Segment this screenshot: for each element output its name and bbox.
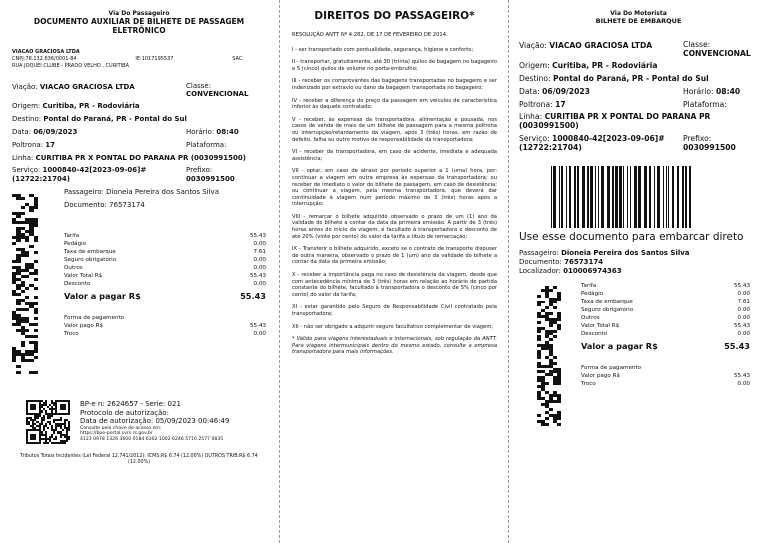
company-ie: IE:1017195537 <box>135 56 174 62</box>
viacao-label: Viação: <box>519 41 547 50</box>
rights-item: V - receber, às expensas da transportadora, alimentação e pousada, nos casos de venda de mais de um bilhete de passagem para a mesma poltrona ou interrupção/retardamento da viagem, após 3 (três) horas, em razão de defeito, falha ou outro motivo de responsabilidade da transportadora; <box>292 116 497 143</box>
rights-item: III - receber os comprovantes das bagagens transportadas no bagageiro e ser indenizado por extravio ou dano da bagagem transportada no bagageiro; <box>292 78 497 91</box>
fare-row-label: Valor Total R$ <box>64 273 103 279</box>
fare-row <box>64 232 266 240</box>
driver-stub <box>509 0 768 543</box>
classe-label: Classe: <box>186 82 212 90</box>
passenger-rights <box>280 0 507 543</box>
company-short-name: VIACAO GRACIOSA LTDA <box>12 49 80 55</box>
total-label: Valor a pagar R$ <box>581 341 658 351</box>
payment-table <box>581 372 750 388</box>
access-key: 4123 0978 1326 3600 0184 6302 1002 6246 5716 2577 0835 <box>80 436 224 442</box>
servico-value: 1000840-42[2023-09-06]#(12722:21704) <box>12 166 147 183</box>
company-cnpj: CNPJ:78.132.636/0001-84 <box>12 56 77 62</box>
documento-value: 76573174 <box>109 201 145 209</box>
horario-label: Horário: <box>186 128 215 136</box>
fare-row-label: Outros <box>64 265 83 271</box>
classe-value: CONVENCIONAL <box>683 49 751 58</box>
rights-item: VI - receber da transportadora, em caso de acidente, imediata e adequada assistência; <box>292 149 497 162</box>
servico-label: Serviço: <box>519 134 550 143</box>
fare-row-value: 55.43 <box>249 233 266 239</box>
company-sac: SAC: <box>232 56 244 62</box>
servico-label: Serviço: <box>12 166 41 174</box>
fare-row <box>64 256 266 264</box>
classe-value: CONVENCIONAL <box>186 90 249 98</box>
rights-item: XII - não ser obrigado a adquirir seguro facultativo complementar de viagem; <box>292 323 494 330</box>
fare-row-label: Tarifa <box>581 283 597 289</box>
servico-value: 1000840-42[2023-09-06]#(12722:21704) <box>519 134 665 152</box>
qr-code <box>26 400 70 444</box>
rights-item: II - transportar, gratuitamente, até 30 (trinta) quilos de bagagem no bagageiro e 5 (cinco) quilos de volume no porta-embrulho; <box>292 59 497 72</box>
fare-row-value: 55.43 <box>733 373 750 379</box>
fare-row-value: 7.61 <box>737 299 750 305</box>
fare-table <box>64 232 266 288</box>
boarding-note: Use esse documento para embarcar direto <box>519 231 744 243</box>
fare-row-value: 55.43 <box>733 283 750 289</box>
localizador-value: 010006974363 <box>563 267 622 275</box>
rights-footnote: * Válido para viagens interestaduais e internacionais, sob regulação da ANTT. Para viagens intermunicipais dentro do mesmo estado, consulte a empresa transportadora para mais informações. <box>292 336 497 356</box>
rights-item: I - ser transportado com pontualidade, segurança, higiene e conforto; <box>292 46 474 53</box>
fare-row-label: Pedágio <box>581 291 604 297</box>
boarding-barcode <box>551 166 737 228</box>
linha-label: Linha: <box>12 154 34 162</box>
fare-row-label: Outros <box>581 315 600 321</box>
payment-title: Forma de pagamento <box>581 365 642 371</box>
passageiro-label: Passageiro: <box>64 188 104 196</box>
fare-row-value: 0.00 <box>253 257 266 263</box>
payment-title: Forma de pagamento <box>64 315 125 321</box>
passenger-stub <box>0 0 278 543</box>
fare-row-label: Taxa de embarque <box>64 249 116 255</box>
fare-row-value: 55.43 <box>249 273 266 279</box>
pdf417-barcode <box>12 194 38 374</box>
fare-row-value: 0.00 <box>253 331 266 337</box>
fare-row-label: Valor pago R$ <box>64 323 104 329</box>
destino-value: Pontal do Paraná, PR - Pontal do Sul <box>553 74 709 83</box>
data-value: 06/09/2023 <box>33 128 78 136</box>
rights-item: VII - optar, em caso de atraso por período superior a 1 (uma) hora, por: continuar a viagem em outra empresa às expensas da transportadora; ou receber de imediato o valor do bilhete de passagem, em caso de desistência; ou continuar a viagem, pela mesma transportadora, que deverá dar continuidade à viagem num período máximo de 3 (três) horas após a interrupção; <box>292 168 497 208</box>
data-label: Data: <box>519 87 540 96</box>
passenger-copy-label: Via Do Passageiro <box>108 10 170 17</box>
total-value: 55.43 <box>240 291 266 301</box>
fare-row-value: 0.00 <box>253 281 266 287</box>
pdf417-barcode <box>537 286 561 426</box>
consult-url[interactable]: https://bpe-portal.svrs.rs.gov.br <box>80 431 153 437</box>
data-value: 06/09/2023 <box>542 87 590 96</box>
fare-row <box>581 290 750 298</box>
horario-value: 08:40 <box>716 87 741 96</box>
fare-row-value: 0.00 <box>253 265 266 271</box>
documento-label: Documento: <box>64 201 107 209</box>
viacao-value: VIACAO GRACIOSA LTDA <box>39 83 135 91</box>
fare-row <box>581 314 750 322</box>
fare-row <box>64 248 266 256</box>
poltrona-value: 17 <box>555 100 566 109</box>
documento-value: 76573174 <box>564 258 604 266</box>
linha-value: CURITIBA PR X PONTAL DO PARANA PR (0030991500) <box>519 112 711 130</box>
destino-label: Destino: <box>12 115 42 123</box>
fare-row-value: 55.43 <box>733 323 750 329</box>
bpe-number: BP-e n: 2624657 - Serie: 021 <box>80 400 181 408</box>
localizador-label: Localizador: <box>519 267 561 275</box>
fare-row <box>64 322 266 330</box>
origem-value: Curitiba, PR - Rodoviária <box>42 102 140 110</box>
fare-row-value: 0.00 <box>253 241 266 247</box>
origem-label: Origem: <box>519 61 550 70</box>
prefixo-label: Prefixo: <box>683 134 712 143</box>
protocol-label: Protocolo de autorização: <box>80 408 170 417</box>
horario-value: 08:40 <box>216 128 239 136</box>
fare-row-label: Troco <box>581 381 596 387</box>
fare-row <box>581 380 750 388</box>
documento-label: Documento: <box>519 258 562 266</box>
linha-value: CURITIBA PR X PONTAL DO PARANA PR (0030991500) <box>35 154 246 162</box>
destino-label: Destino: <box>519 74 551 83</box>
fare-row <box>581 306 750 314</box>
passageiro-value: Dioneia Pereira dos Santos Silva <box>561 249 690 257</box>
rights-item: X - receber a importância paga no caso de desistência da viagem, desde que com antecedência mínima de 3 (três) horas em relação ao horário de partida constante do bilhete, facultado à transportadora o desconto de 5% (cinco por cento) do valor da tarifa; <box>292 272 497 298</box>
rights-list <box>292 47 497 331</box>
fare-row-value: 55.43 <box>249 323 266 329</box>
poltrona-label: Poltrona: <box>12 141 44 149</box>
fare-row <box>581 298 750 306</box>
rights-title: DIREITOS DO PASSAGEIRO* <box>314 10 475 22</box>
poltrona-label: Poltrona: <box>519 100 553 109</box>
linha-label: Linha: <box>519 112 543 121</box>
prefixo-value: 0030991500 <box>683 143 736 152</box>
rights-item: XI - estar garantido pelo Seguro de Responsabilidade Civil contratado pela transportadora; <box>292 304 497 317</box>
fare-row-value: 0.00 <box>737 291 750 297</box>
fare-row <box>64 330 266 338</box>
fare-row <box>581 330 750 338</box>
consult-note: Consulte pela chave de acesso em: <box>80 425 162 431</box>
passageiro-label: Passageiro: <box>519 249 559 257</box>
total-value: 55.43 <box>724 341 750 351</box>
auth-date: Data de autorização: 05/09/2023 00:46:49 <box>80 417 230 425</box>
horario-label: Horário: <box>683 87 714 96</box>
origem-label: Origem: <box>12 102 41 110</box>
payment-table <box>64 322 266 338</box>
driver-copy-label: Via Do Motorista <box>610 10 667 17</box>
rights-item: IV - receber a diferença do preço da passagem em veículos de característica inferior às daquele contratado; <box>292 97 497 111</box>
fare-table <box>581 282 750 338</box>
data-label: Data: <box>12 128 32 136</box>
fare-row <box>581 322 750 330</box>
poltrona-value: 17 <box>45 141 56 149</box>
fare-row <box>581 372 750 380</box>
fare-row <box>64 264 266 272</box>
rights-item: VIII - remarcar o bilhete adquirido observado o prazo de um (1) ano da validade do bilhete a contar da data da primeira emissão. A partir de 3 (três) horas antes do início da viagem, é facultado à transportadora o desconto de até 20% (vinte por cento) do valor da tarifa a título de remarcação; <box>292 213 497 240</box>
prefixo-value: 0030991500 <box>186 175 235 183</box>
fare-row <box>581 282 750 290</box>
rights-item: IX - Transferir o bilhete adquirido, exceto se o contrato de transporte dispuser de outra maneira, observado o prazo de 1 (um) ano da validade do bilhete a contar da data da primeira emissão; <box>292 246 497 266</box>
fare-row-label: Desconto <box>581 331 608 337</box>
classe-label: Classe: <box>683 40 711 49</box>
company-address: RUA JOQUEI CLUBE - PRADO VELHO , CURITIBA <box>12 63 130 69</box>
fare-row-label: Seguro obrigatório <box>581 307 634 313</box>
fare-row-label: Seguro obrigatório <box>64 257 117 263</box>
plataforma-label: Plataforma: <box>186 141 227 149</box>
fare-row-label: Valor Total R$ <box>581 323 620 329</box>
taxes-note: Tributos Totais Incidentes (Lei Federal 12.741/2012): ICMS:R$ 6.74 (12.00%) OUTROS TRIB:R$ 6.74 (12.00%) <box>20 454 258 465</box>
total-label: Valor a pagar R$ <box>64 291 141 301</box>
fare-row-label: Taxa de embarque <box>581 299 633 305</box>
destino-value: Pontal do Paraná, PR - Pontal do Sul <box>43 115 187 123</box>
plataforma-label: Plataforma: <box>683 100 727 109</box>
rights-resolution: RESOLUÇÃO ANTT Nº 4.282, DE 17 DE FEVEREIRO DE 2014. <box>292 32 448 38</box>
driver-doc-title: BILHETE DE EMBARQUE <box>595 17 682 25</box>
fare-row-value: 0.00 <box>737 315 750 321</box>
prefixo-label: Prefixo: <box>186 166 213 174</box>
fare-row-label: Desconto <box>64 281 91 287</box>
fare-row-value: 0.00 <box>737 331 750 337</box>
viacao-label: Viação: <box>12 83 38 91</box>
fare-row-value: 7.61 <box>253 249 266 255</box>
fare-row-label: Pedágio <box>64 241 87 247</box>
fare-row <box>64 280 266 288</box>
passageiro-value: Dioneia Pereira dos Santos Silva <box>106 188 219 196</box>
fare-row-label: Valor pago R$ <box>581 373 621 379</box>
fare-row <box>64 240 266 248</box>
viacao-value: VIACAO GRACIOSA LTDA <box>549 41 653 50</box>
fare-row <box>64 272 266 280</box>
fare-row-value: 0.00 <box>737 307 750 313</box>
fare-row-value: 0.00 <box>737 381 750 387</box>
origem-value: Curitiba, PR - Rodoviária <box>552 61 658 70</box>
fare-row-label: Tarifa <box>64 233 80 239</box>
fare-row-label: Troco <box>64 331 79 337</box>
passenger-doc-title: DOCUMENTO AUXILIAR DE BILHETE DE PASSAGEM ELETRÔNICO <box>33 17 245 35</box>
